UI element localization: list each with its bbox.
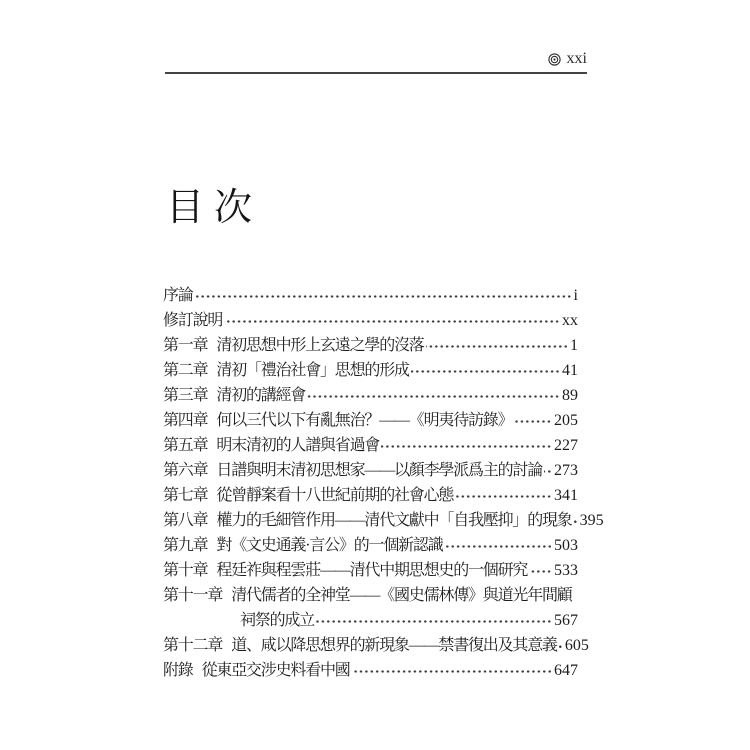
entry-title: 對《文史通義·言公》的一個新認識 [216, 537, 443, 554]
entry-title: 修訂說明 [163, 312, 223, 329]
dot-leader [514, 408, 552, 433]
chapter-label: 第八章 [163, 512, 208, 529]
page-number: 1 [570, 337, 578, 354]
toc-row [163, 383, 578, 408]
chapter-label: 第四章 [163, 412, 208, 429]
dot-leader [544, 458, 552, 483]
toc-row [163, 358, 578, 383]
dot-leader [224, 308, 560, 333]
chapter-label: 第七章 [163, 487, 208, 504]
entry-title: 清初的講經會 [216, 387, 306, 404]
toc-row [163, 283, 578, 308]
dot-leader [529, 558, 552, 583]
entry-title: 清初思想中形上玄遠之學的沒落 [216, 337, 424, 354]
dot-leader [455, 483, 552, 508]
dot-leader [426, 333, 568, 358]
entry-title: 清代儒者的全神堂——《國史儒林傳》與道光年間顧 [231, 587, 572, 604]
chapter-label: 附錄 [163, 662, 193, 679]
page-number: 647 [554, 662, 578, 679]
page-number: 41 [562, 362, 578, 379]
dot-leader [381, 433, 552, 458]
chapter-label: 第三章 [163, 387, 208, 404]
toc-row [163, 458, 578, 483]
page-number: xx [562, 312, 578, 329]
toc-row [163, 558, 578, 583]
page-number: i [573, 287, 578, 304]
entry-title: 從東亞交涉史料看中國 [201, 662, 350, 679]
page-number: 273 [554, 462, 578, 479]
dot-leader [445, 533, 552, 558]
page-number: 395 [579, 512, 604, 529]
page-title: 目次 [166, 187, 263, 229]
entry-title: 權力的毛細管作用——清代文獻中「自我壓抑」的現象 [216, 512, 572, 529]
toc-row [163, 433, 578, 458]
entry-title: 祠祭的成立 [240, 612, 315, 629]
toc-row [163, 508, 604, 533]
toc-row [163, 608, 578, 633]
dot-leader [411, 358, 560, 383]
entry-title: 日譜與明末清初思想家——以顏李學派爲主的討論 [216, 462, 543, 479]
dot-leader [195, 283, 572, 308]
page-number: 341 [554, 487, 578, 504]
chapter-label: 第十二章 [163, 637, 223, 654]
dot-leader [307, 383, 560, 408]
entry-title: 道、咸以降思想界的新現象——禁書復出及其意義 [231, 637, 557, 654]
header-page-number: xxi [566, 50, 587, 67]
dot-leader [574, 583, 578, 608]
dot-leader [574, 508, 578, 533]
page-number: 567 [554, 612, 578, 629]
dot-leader [352, 658, 552, 683]
toc-list [163, 283, 604, 683]
toc-row [163, 308, 578, 333]
entry-title: 清初「禮治社會」思想的形成 [216, 362, 409, 379]
concentric-rings-icon [548, 53, 561, 66]
toc-row [163, 533, 578, 558]
chapter-label: 第九章 [163, 537, 208, 554]
entry-title: 從曾靜案看十八世紀前期的社會心態 [216, 487, 454, 504]
entry-title: 序論 [163, 287, 193, 304]
entry-title: 何以三代以下有亂無治？——《明夷待訪錄》 [216, 412, 513, 429]
toc-row [163, 583, 578, 608]
header-rule [165, 72, 587, 74]
dot-leader [316, 608, 552, 633]
toc-row [163, 483, 578, 508]
page-number: 503 [554, 537, 578, 554]
chapter-label: 第一章 [163, 337, 208, 354]
chapter-label: 第六章 [163, 462, 208, 479]
page-number: 205 [554, 412, 578, 429]
dot-leader [559, 633, 563, 658]
page-number: 227 [554, 437, 578, 454]
chapter-label: 第二章 [163, 362, 208, 379]
chapter-label: 第十章 [163, 562, 208, 579]
toc-row [163, 633, 589, 658]
toc-row [163, 333, 578, 358]
page-number: 605 [564, 637, 589, 654]
entry-title: 程廷祚與程雲莊——清代中期思想史的一個研究 [216, 562, 528, 579]
page-number: 533 [554, 562, 578, 579]
chapter-label: 第十一章 [163, 587, 223, 604]
page-number: 89 [562, 387, 578, 404]
toc-row [163, 658, 578, 683]
chapter-label: 第五章 [163, 437, 208, 454]
entry-title: 明末清初的人譜與省過會 [216, 437, 380, 454]
running-head [548, 50, 587, 68]
toc-row [163, 408, 578, 433]
